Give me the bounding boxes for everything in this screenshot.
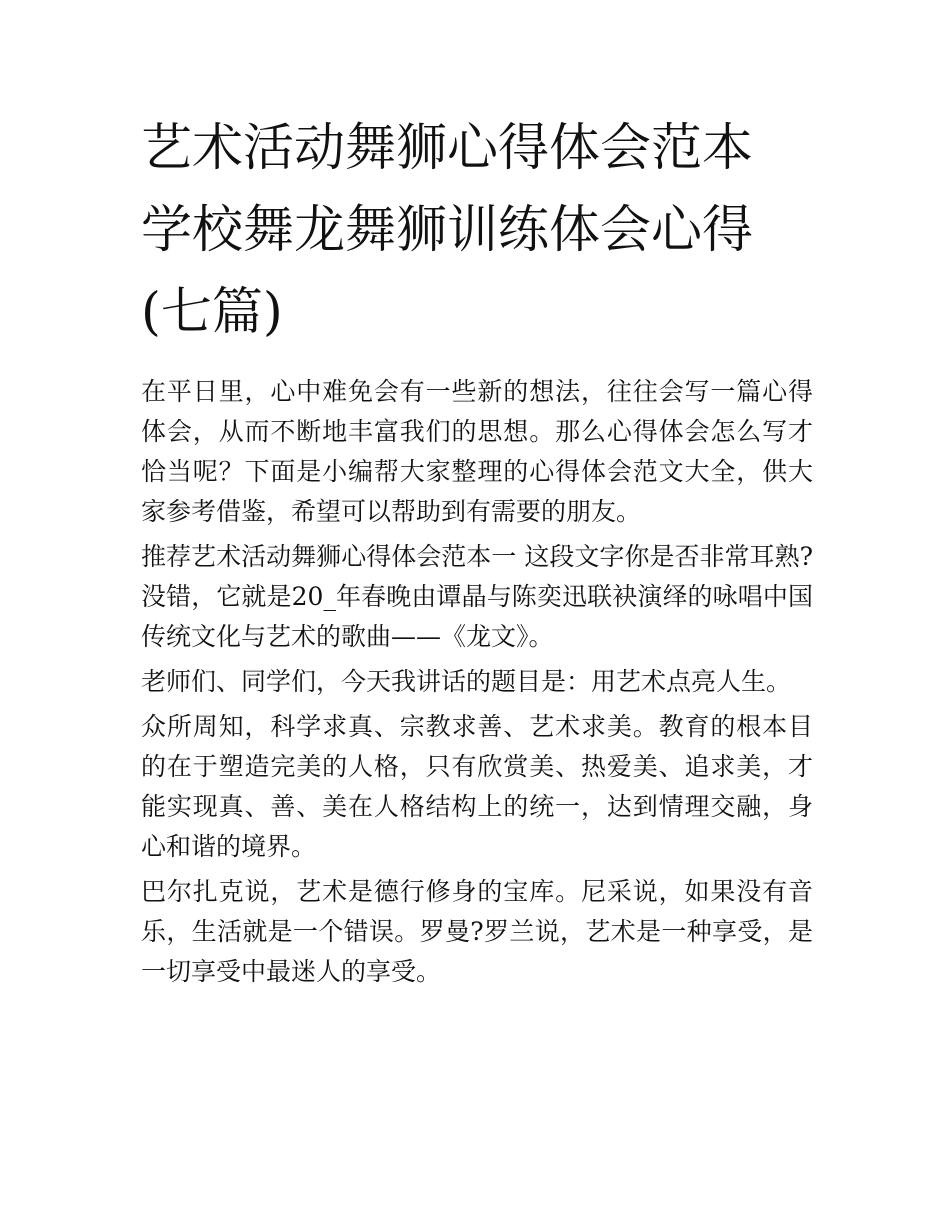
document-title: 艺术活动舞狮心得体会范本 学校舞龙舞狮训练体会心得(七篇) (141, 119, 754, 342)
paragraph-intro: 在平日里，心中难免会有一些新的想法，往往会写一篇心得体会，从而不断地丰富我们的思想。那么心得体会怎么写才恰当呢？下面是小编帮大家整理的心得体会范文大全，供大家参考借鉴，希望可以帮助到有需要的朋友。 (141, 377, 813, 526)
paragraph-quotes: 巴尔扎克说，艺术是德行修身的宝库。尼采说，如果没有音乐，生活就是一个错误。罗曼?罗兰说，艺术是一种享受，是一切享受中最迷人的享受。 (141, 877, 813, 986)
paragraph-recommend: 推荐艺术活动舞狮心得体会范本一 这段文字你是否非常耳熟?没错，它就是20_年春晚由谭晶与陈奕迅联袂演绎的咏唱中国传统文化与艺术的歌曲——《龙文》。 (141, 542, 813, 651)
paragraph-truth-good-beauty: 众所周知，科学求真、宗教求善、艺术求美。教育的根本目的在于塑造完美的人格，只有欣赏美、热爱美、追求美，才能实现真、善、美在人格结构上的统一，达到情理交融，身心和谐的境界。 (141, 712, 813, 861)
paragraph-speech-topic: 老师们、同学们，今天我讲话的题目是：用艺术点亮人生。 (141, 667, 792, 696)
document-body (141, 108, 813, 997)
